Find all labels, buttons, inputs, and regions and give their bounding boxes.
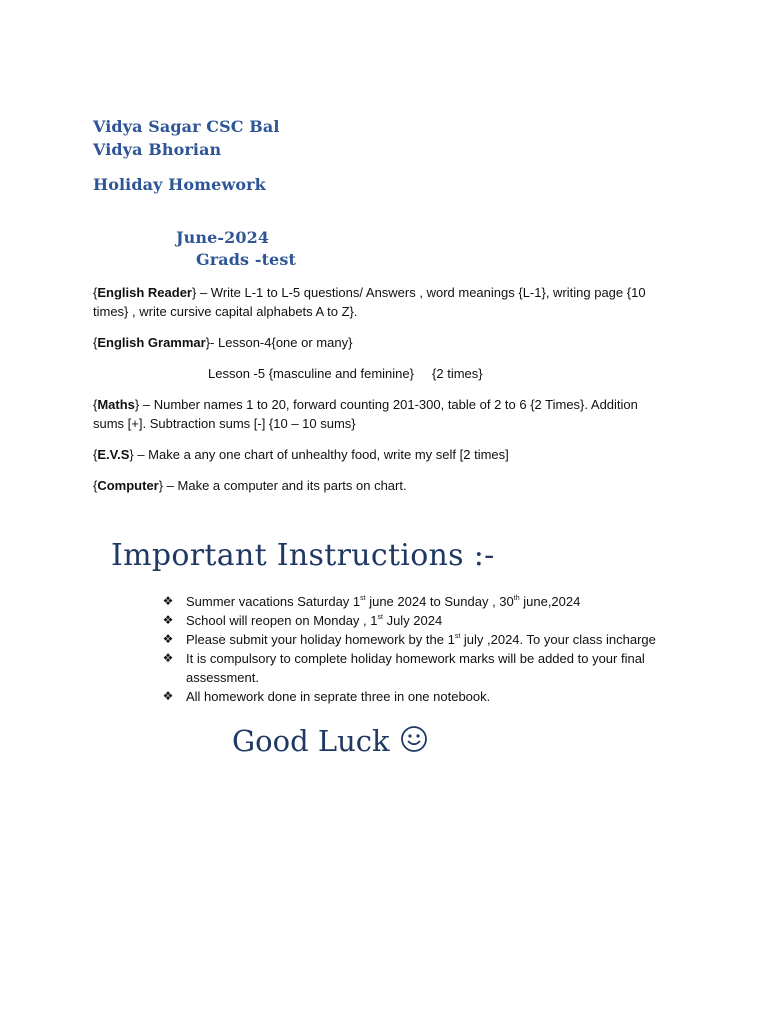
instructions-list	[160, 592, 660, 706]
subject-name: English Grammar	[97, 335, 206, 350]
subject-text: } – Make a any one chart of unhealthy food, write my self [2 times]	[129, 447, 509, 462]
month-label: June-2024	[176, 228, 270, 247]
english-grammar-extra: Lesson -5 {masculine and feminine} {2 times}	[208, 366, 483, 381]
list-item: ❖ It is compulsory to complete holiday homework marks will be added to your final assessment.	[160, 649, 660, 687]
diamond-bullet-icon: ❖	[162, 651, 174, 665]
english-grammar-paragraph: {English Grammar}- Lesson-4{one or many}	[93, 335, 353, 350]
instructions-heading: Important Instructions :-	[111, 538, 495, 573]
english-reader-paragraph: {English Reader} – Write L-1 to L-5 questions/ Answers , word meanings {L-1}, writing page {10 times} , write cursive capital alphabets A to Z}.	[93, 285, 646, 319]
subject-name: Maths	[97, 397, 135, 412]
subject-name: E.V.S	[97, 447, 130, 462]
list-item: ❖ School will reopen on Monday , 1st July 2024	[160, 611, 660, 630]
diamond-bullet-icon: ❖	[162, 594, 174, 608]
document-title: Holiday Homework	[93, 175, 266, 194]
diamond-bullet-icon: ❖	[162, 632, 174, 646]
school-name-line2: Vidya Bhorian	[93, 140, 222, 159]
diamond-bullet-icon: ❖	[162, 689, 174, 703]
list-item: ❖ Please submit your holiday homework by the 1st july ,2024. To your class incharge	[160, 630, 660, 649]
subject-name: Computer	[97, 478, 159, 493]
maths-paragraph: {Maths} – Number names 1 to 20, forward counting 201-300, table of 2 to 6 {2 Times}. Addition sums [+]. Subtraction sums [-] {10 – 10 sums}	[93, 397, 638, 431]
evs-paragraph: {E.V.S} – Make a any one chart of unhealthy food, write my self [2 times]	[93, 447, 509, 462]
subject-text: } – Number names 1 to 20, forward counting 201-300, table of 2 to 6 {2 Times}. Addition sums [+]. Subtraction sums [-] {10 – 10 sums}	[93, 397, 638, 431]
smiley-icon	[400, 725, 428, 753]
list-item: ❖ Summer vacations Saturday 1st june 2024 to Sunday , 30th june,2024	[160, 592, 660, 611]
list-item: ❖ All homework done in seprate three in one notebook.	[160, 687, 660, 706]
subject-text: } – Make a computer and its parts on chart.	[158, 478, 407, 493]
subject-text: } – Write L-1 to L-5 questions/ Answers , word meanings {L-1}, writing page {10 times} , write cursive capital alphabets A to Z}.	[93, 285, 646, 319]
diamond-bullet-icon: ❖	[162, 613, 174, 627]
grade-label: Grads -test	[196, 250, 296, 269]
closing-message	[232, 724, 428, 758]
subject-name: English Reader	[97, 285, 192, 300]
closing-text: Good Luck	[232, 724, 390, 758]
school-name-line1: Vidya Sagar CSC Bal	[93, 117, 280, 136]
computer-paragraph: {Computer} – Make a computer and its parts on chart.	[93, 478, 407, 493]
subject-text: }- Lesson-4{one or many}	[205, 335, 353, 350]
